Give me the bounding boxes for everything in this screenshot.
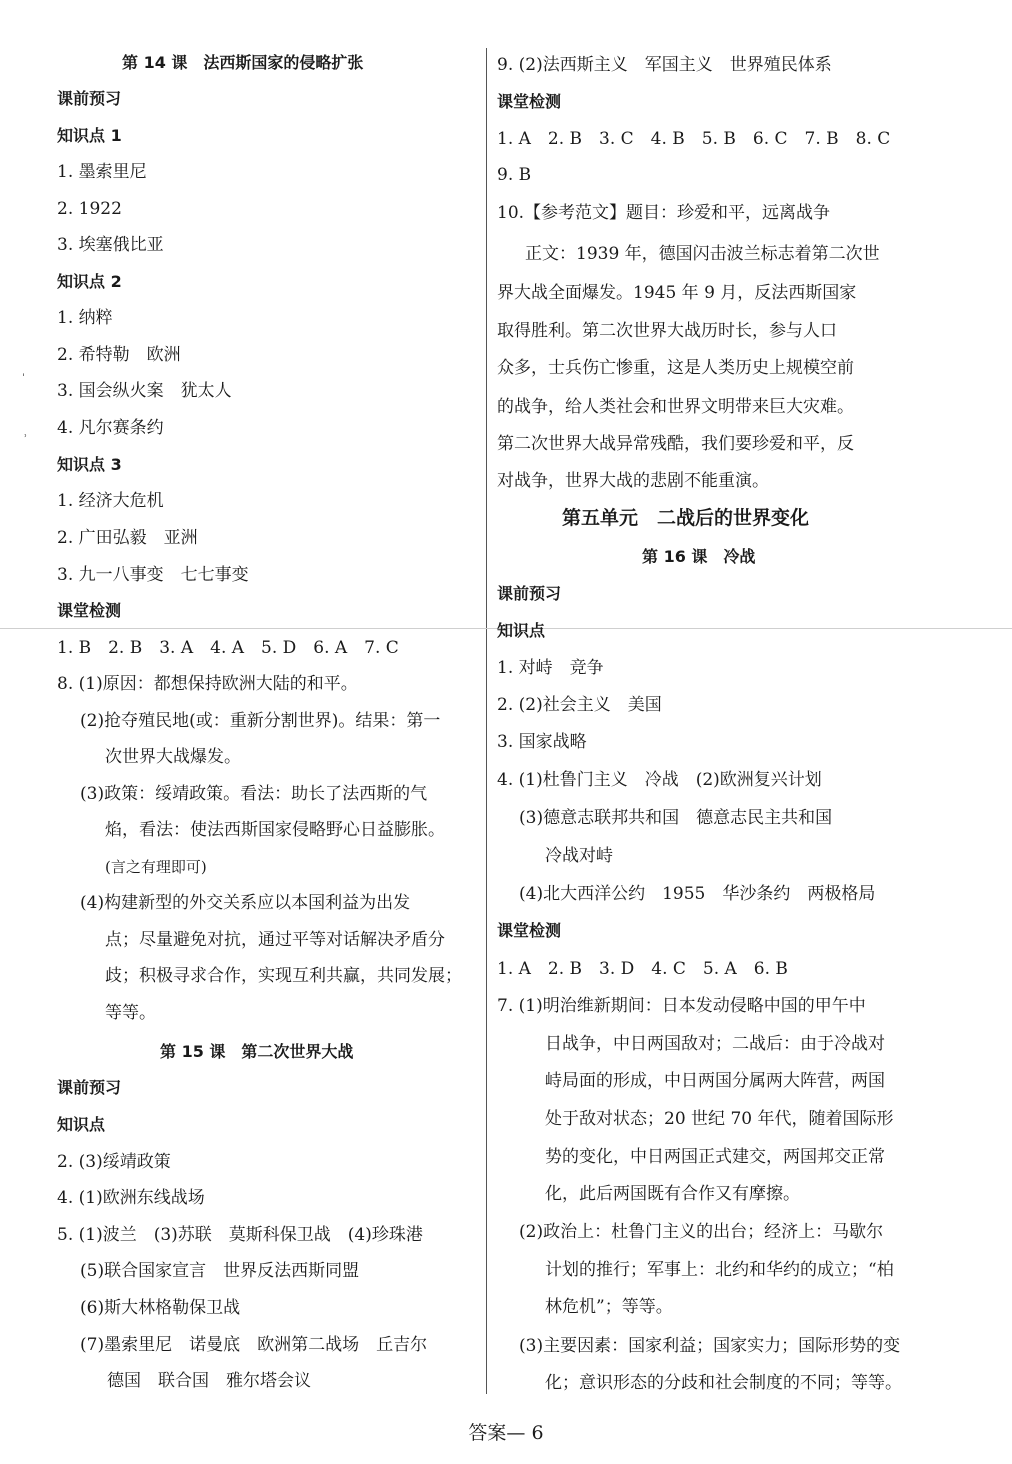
right-section-heading: 课前预习 bbox=[497, 584, 562, 603]
right-answer-line: 对战争，世界大战的悲剧不能重演。 bbox=[497, 471, 769, 491]
left-answer-line: 2. 广田弘毅 亚洲 bbox=[57, 528, 198, 548]
right-answer-line: (2)政治上：杜鲁门主义的出台；经济上：马歇尔 bbox=[519, 1222, 884, 1242]
right-answer-line: 冷战对峙 bbox=[545, 846, 613, 866]
right-answer-line: 9. B bbox=[497, 165, 532, 185]
left-answer-line: 点；尽量避免对抗，通过平等对话解决矛盾分 bbox=[105, 930, 445, 950]
left-answer-line: 4. (1)欧洲东线战场 bbox=[57, 1188, 205, 1208]
right-answer-line: 日战争，中日两国敌对；二战后：由于冷战对 bbox=[545, 1034, 885, 1054]
left-answer-line: 3. 埃塞俄比亚 bbox=[57, 235, 164, 255]
right-answer-line: 峙局面的形成，中日两国分属两大阵营，两国 bbox=[545, 1071, 885, 1091]
right-answer-line: 第二次世界大战异常残酷，我们要珍爱和平，反 bbox=[497, 434, 854, 454]
left-answer-line: 8. (1)原因：都想保持欧洲大陆的和平。 bbox=[57, 674, 358, 694]
right-lesson-title: 第 16 课 冷战 bbox=[642, 547, 756, 566]
left-answer-line: 次世界大战爆发。 bbox=[105, 747, 241, 767]
left-lesson-title: 第 15 课 第二次世界大战 bbox=[160, 1042, 354, 1061]
left-answer-line: (言之有理即可) bbox=[105, 858, 207, 876]
right-answer-line: 2. (2)社会主义 美国 bbox=[497, 695, 662, 715]
scan-speck: ˒ bbox=[24, 430, 28, 443]
right-answer-line: 界大战全面爆发。1945 年 9 月，反法西斯国家 bbox=[497, 283, 857, 303]
left-answer-line: (3)政策：绥靖政策。看法：助长了法西斯的气 bbox=[80, 784, 428, 804]
left-answer-line: 2. 希特勒 欧洲 bbox=[57, 345, 181, 365]
right-answer-line: (4)北大西洋公约 1955 华沙条约 两极格局 bbox=[519, 884, 876, 904]
right-answer-line: 9. (2)法西斯主义 军国主义 世界殖民体系 bbox=[497, 55, 832, 75]
left-answer-line: 3. 九一八事变 七七事变 bbox=[57, 565, 249, 585]
left-answer-line: 德国 联合国 雅尔塔会议 bbox=[107, 1371, 311, 1391]
left-answer-line: 2. 1922 bbox=[57, 199, 122, 219]
left-section-heading: 课堂检测 bbox=[57, 601, 122, 620]
left-answer-line: 1. B 2. B 3. A 4. A 5. D 6. A 7. C bbox=[57, 638, 399, 658]
left-section-heading: 知识点 bbox=[57, 1115, 106, 1134]
right-answer-line: 化，此后两国既有合作又有摩擦。 bbox=[545, 1184, 800, 1204]
left-answer-line: 2. (3)绥靖政策 bbox=[57, 1152, 171, 1172]
left-section-heading: 课前预习 bbox=[57, 1078, 122, 1097]
right-column bbox=[489, 0, 1012, 1420]
right-answer-line: 1. A 2. B 3. D 4. C 5. A 6. B bbox=[497, 959, 788, 979]
right-answer-line: 1. 对峙 竞争 bbox=[497, 658, 604, 678]
left-answer-line: 1. 墨索里尼 bbox=[57, 162, 147, 182]
left-answer-line: (7)墨索里尼 诺曼底 欧洲第二战场 丘吉尔 bbox=[80, 1335, 428, 1355]
right-answer-line: 7. (1)明治维新期间：日本发动侵略中国的甲午中 bbox=[497, 996, 866, 1016]
right-answer-line: 3. 国家战略 bbox=[497, 732, 587, 752]
right-answer-line: 的战争，给人类社会和世界文明带来巨大灾难。 bbox=[497, 397, 854, 417]
right-section-heading: 课堂检测 bbox=[497, 92, 562, 111]
left-lesson-title: 第 14 课 法西斯国家的侵略扩张 bbox=[122, 53, 364, 72]
right-answer-line: 处于敌对状态；20 世纪 70 年代，随着国际形 bbox=[545, 1109, 894, 1129]
left-answer-line: 5. (1)波兰 (3)苏联 莫斯科保卫战 (4)珍珠港 bbox=[57, 1225, 423, 1245]
left-answer-line: 4. 凡尔赛条约 bbox=[57, 418, 164, 438]
left-answer-line: 1. 纳粹 bbox=[57, 308, 113, 328]
left-answer-line: 等等。 bbox=[105, 1003, 156, 1023]
right-answer-line: 4. (1)杜鲁门主义 冷战 (2)欧洲复兴计划 bbox=[497, 770, 822, 790]
left-answer-line: 3. 国会纵火案 犹太人 bbox=[57, 381, 232, 401]
right-section-heading: 课堂检测 bbox=[497, 921, 562, 940]
right-answer-line: 林危机”；等等。 bbox=[545, 1297, 673, 1317]
column-divider bbox=[486, 48, 487, 1394]
right-answer-line: (3)德意志联邦共和国 德意志民主共和国 bbox=[519, 808, 833, 828]
left-answer-line: 焰，看法：使法西斯国家侵略野心日益膨胀。 bbox=[105, 820, 445, 840]
right-answer-line: 正文：1939 年，德国闪击波兰标志着第二次世 bbox=[525, 244, 880, 264]
right-answer-line: 化；意识形态的分歧和社会制度的不同；等等。 bbox=[545, 1373, 902, 1393]
page-number: 答案— 6 bbox=[468, 1422, 544, 1444]
left-section-heading: 知识点 1 bbox=[57, 126, 122, 145]
scan-speck: ˈ bbox=[22, 372, 26, 385]
right-unit-title: 第五单元 二战后的世界变化 bbox=[562, 507, 810, 529]
left-section-heading: 知识点 3 bbox=[57, 455, 122, 474]
left-section-heading: 课前预习 bbox=[57, 89, 122, 108]
left-answer-line: (4)构建新型的外交关系应以本国利益为出发 bbox=[80, 893, 411, 913]
left-answer-line: (6)斯大林格勒保卫战 bbox=[80, 1298, 241, 1318]
left-column bbox=[0, 0, 488, 1420]
left-section-heading: 知识点 2 bbox=[57, 272, 122, 291]
left-answer-line: 1. 经济大危机 bbox=[57, 491, 164, 511]
right-section-heading: 知识点 bbox=[497, 621, 546, 640]
right-answer-line: 10.【参考范文】题目：珍爱和平，远离战争 bbox=[497, 203, 831, 223]
right-answer-line: 势的变化，中日两国正式建交，两国邦交正常 bbox=[545, 1147, 885, 1167]
left-answer-line: 歧；积极寻求合作，实现互利共赢，共同发展； bbox=[105, 966, 462, 986]
left-answer-line: (5)联合国家宣言 世界反法西斯同盟 bbox=[80, 1261, 360, 1281]
right-answer-line: 计划的推行；军事上：北约和华约的成立；“柏 bbox=[545, 1260, 894, 1280]
right-answer-line: 取得胜利。第二次世界大战历时长，参与人口 bbox=[497, 321, 837, 341]
right-answer-line: (3)主要因素：国家利益；国家实力；国际形势的变 bbox=[519, 1336, 901, 1356]
right-answer-line: 众多，士兵伤亡惨重，这是人类历史上规模空前 bbox=[497, 358, 854, 378]
left-answer-line: (2)抢夺殖民地(或：重新分割世界)。结果：第一 bbox=[80, 711, 441, 731]
right-answer-line: 1. A 2. B 3. C 4. B 5. B 6. C 7. B 8. C bbox=[497, 129, 891, 149]
